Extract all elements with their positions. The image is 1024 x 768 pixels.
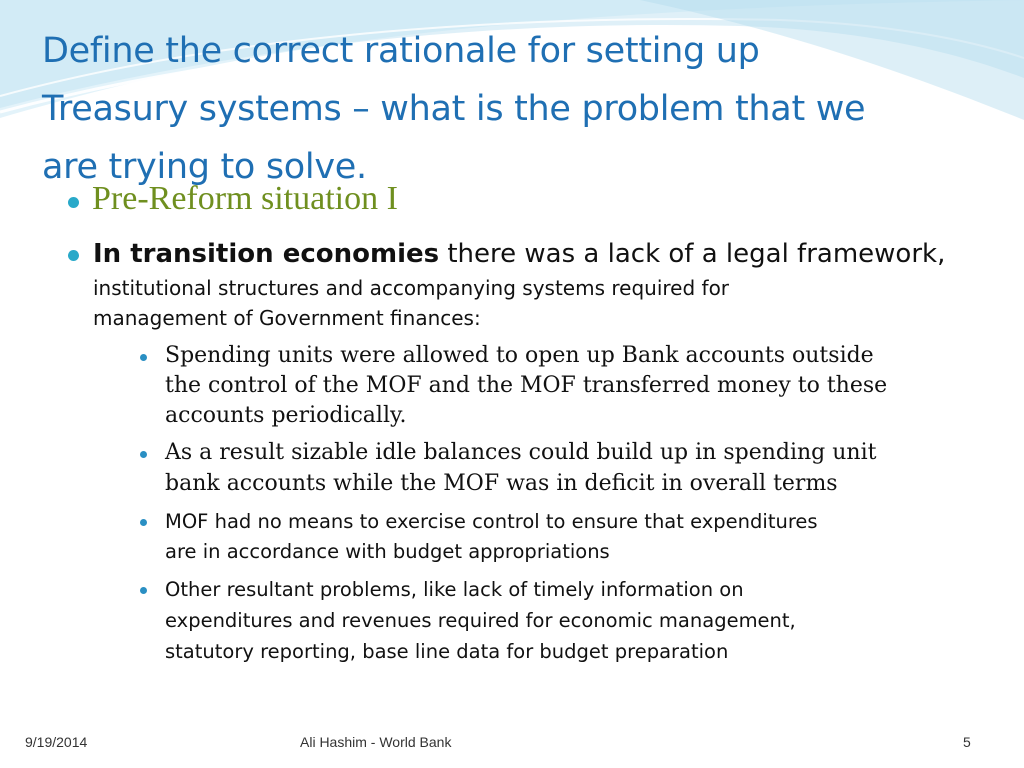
sub-bullet-icon (140, 354, 147, 361)
sub-bullet-4-line-1: Other resultant problems, like lack of timely information on (165, 578, 744, 601)
slide-title (42, 22, 982, 196)
transition-bold: In transition economies (93, 239, 440, 269)
title-line-1: Define the correct rationale for setting up (42, 31, 760, 71)
sub-bullet-3-line-2: are in accordance with budget appropriations (165, 540, 610, 563)
sub-bullet-4-line-3: statutory reporting, base line data for budget preparation (165, 640, 729, 663)
footer-page-number: 5 (963, 734, 971, 750)
transition-line-2: institutional structures and accompanying systems required for (93, 276, 730, 300)
transition-line-1 (93, 236, 945, 272)
sub-bullet-4-line-2: expenditures and revenues required for economic management, (165, 609, 796, 632)
sub-bullet-icon (140, 587, 147, 594)
sub-bullet-icon (140, 451, 147, 458)
bullet-icon (68, 197, 79, 208)
sub-bullet-icon (140, 519, 147, 526)
sub-bullet-2-line-2: bank accounts while the MOF was in deficit in overall terms (165, 471, 838, 496)
footer-author: Ali Hashim - World Bank (300, 734, 452, 750)
bullet-icon (68, 250, 79, 261)
sub-bullet-1-line-3: accounts periodically. (165, 403, 407, 428)
title-line-3: are trying to solve. (42, 147, 367, 187)
footer-date: 9/19/2014 (25, 734, 88, 750)
transition-rest: there was a lack of a legal framework, (439, 239, 946, 269)
title-line-2: Treasury systems – what is the problem that we (42, 89, 866, 129)
sub-bullet-1-line-2: the control of the MOF and the MOF transferred money to these (165, 373, 888, 398)
sub-bullet-2-line-1: As a result sizable idle balances could build up in spending unit (165, 440, 877, 465)
transition-line-3: management of Government finances: (93, 306, 481, 330)
sub-bullet-1-line-1: Spending units were allowed to open up Bank accounts outside (165, 343, 874, 368)
pre-reform-heading: Pre-Reform situation I (92, 180, 398, 217)
sub-bullet-3-line-1: MOF had no means to exercise control to ensure that expenditures (165, 510, 818, 533)
